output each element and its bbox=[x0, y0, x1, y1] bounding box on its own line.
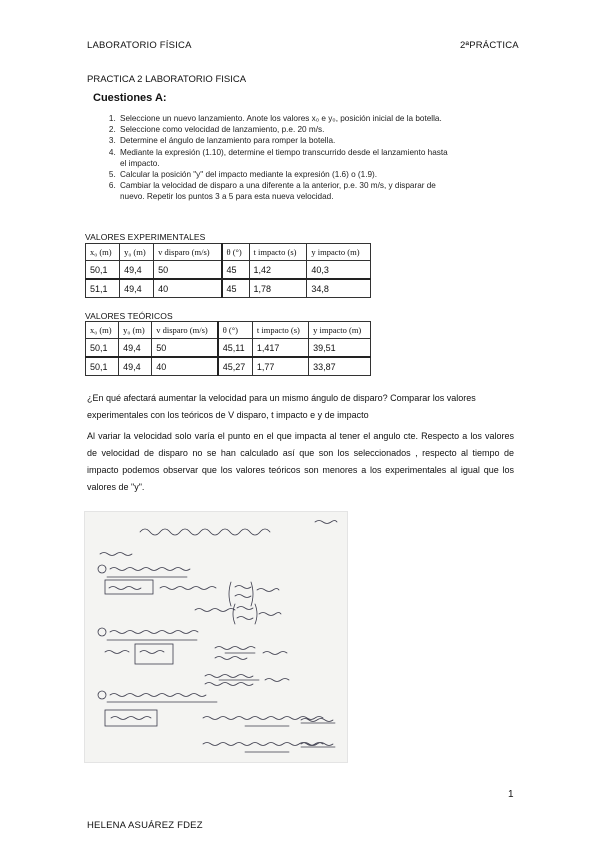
table-header-row bbox=[86, 244, 371, 261]
table-cell: 49,4 bbox=[119, 357, 152, 376]
table-cell: 51,1 bbox=[86, 279, 120, 298]
list-item: 6. Cambiar la velocidad de disparo a una diferente a la anterior, p.e. 30 m/s, y disparar de nuevo. Repetir los puntos 3 a 5 para esta nueva velocidad. bbox=[118, 180, 448, 202]
table-cell: 45,11 bbox=[218, 339, 253, 358]
page-title: PRACTICA 2 LABORATORIO FISICA bbox=[87, 74, 247, 85]
table-cell: 49,4 bbox=[120, 279, 154, 298]
list-item: 5. Calcular la posición "y" del impacto mediante la expresión (1.6) o (1.9). bbox=[118, 169, 448, 180]
header-left: LABORATORIO FÍSICA bbox=[87, 40, 192, 51]
header-right: 2ªPRÁCTICA bbox=[460, 40, 519, 51]
table-cell: 1,77 bbox=[252, 357, 308, 376]
table-cell: 49,4 bbox=[119, 339, 152, 358]
column-header: x₀ (m) bbox=[86, 322, 119, 339]
question-text: ¿En qué afectará aumentar la velocidad para un mismo ángulo de disparo? Comparar los valores experimentales con los teóricos de V disparo, t impacto e y de impacto bbox=[87, 393, 476, 420]
column-header: t impacto (s) bbox=[249, 244, 307, 261]
table-cell: 40,3 bbox=[307, 261, 371, 280]
teoricos-table bbox=[85, 321, 371, 376]
table-cell: 45 bbox=[222, 279, 250, 298]
table-cell: 40 bbox=[154, 279, 222, 298]
table-header-row bbox=[86, 322, 371, 339]
column-header: t impacto (s) bbox=[252, 322, 308, 339]
footer-author: HELENA ASUÁREZ FDEZ bbox=[87, 820, 203, 831]
table-cell: 40 bbox=[152, 357, 218, 376]
table-cell: 39,51 bbox=[309, 339, 371, 358]
table-row bbox=[86, 357, 371, 376]
teoricos-label: VALORES TEÓRICOS bbox=[85, 311, 173, 321]
table-cell: 50,1 bbox=[86, 339, 119, 358]
table-row bbox=[86, 261, 371, 280]
cuestiones-heading: Cuestiones A: bbox=[93, 92, 167, 104]
list-item: 4. Mediante la expresión (1.10), determine el tiempo transcurrido desde el lanzamiento hasta el impacto. bbox=[118, 147, 448, 169]
table-cell: 50,1 bbox=[86, 357, 119, 376]
column-header: y impacto (m) bbox=[309, 322, 371, 339]
column-header: y₀ (m) bbox=[119, 322, 152, 339]
table-cell: 1,42 bbox=[249, 261, 307, 280]
table-cell: 34,8 bbox=[307, 279, 371, 298]
column-header: y impacto (m) bbox=[307, 244, 371, 261]
handwriting-scribbles bbox=[85, 512, 347, 762]
list-item: 1. Seleccione un nuevo lanzamiento. Anote los valores x₀ e y₀, posición inicial de la botella. bbox=[118, 113, 448, 124]
table-row bbox=[86, 339, 371, 358]
column-header: θ (°) bbox=[222, 244, 250, 261]
table-cell: 45,27 bbox=[218, 357, 253, 376]
handwritten-notes-image bbox=[85, 512, 347, 762]
table-cell: 49,4 bbox=[120, 261, 154, 280]
column-header: θ (°) bbox=[218, 322, 253, 339]
table-cell: 50,1 bbox=[86, 261, 120, 280]
table-cell: 1,78 bbox=[249, 279, 307, 298]
page-number: 1 bbox=[508, 789, 514, 800]
list-item: 2. Seleccione como velocidad de lanzamiento, p.e. 20 m/s. bbox=[118, 124, 448, 135]
table-row bbox=[86, 279, 371, 298]
column-header: x₀ (m) bbox=[86, 244, 120, 261]
experimental-label: VALORES EXPERIMENTALES bbox=[85, 232, 206, 242]
table-cell: 50 bbox=[152, 339, 218, 358]
column-header: v disparo (m/s) bbox=[154, 244, 222, 261]
table-cell: 50 bbox=[154, 261, 222, 280]
column-header: y₀ (m) bbox=[120, 244, 154, 261]
experimental-table bbox=[85, 243, 371, 298]
cuestiones-list bbox=[100, 113, 448, 203]
table-cell: 1,417 bbox=[252, 339, 308, 358]
table-cell: 45 bbox=[222, 261, 250, 280]
answer-text: Al variar la velocidad solo varía el punto en el que impacta al tener el angulo cte. Respecto a los valores de velocidad de disparo no se han calculado así que son los seleccionados , respecto al tiempo de impacto podemos observar que los valores teóricos son menores a los experimentales al igual que los valores de "y". bbox=[87, 431, 514, 492]
list-item: 3. Determine el ángulo de lanzamiento para romper la botella. bbox=[118, 135, 448, 146]
table-cell: 33,87 bbox=[309, 357, 371, 376]
column-header: v disparo (m/s) bbox=[152, 322, 218, 339]
